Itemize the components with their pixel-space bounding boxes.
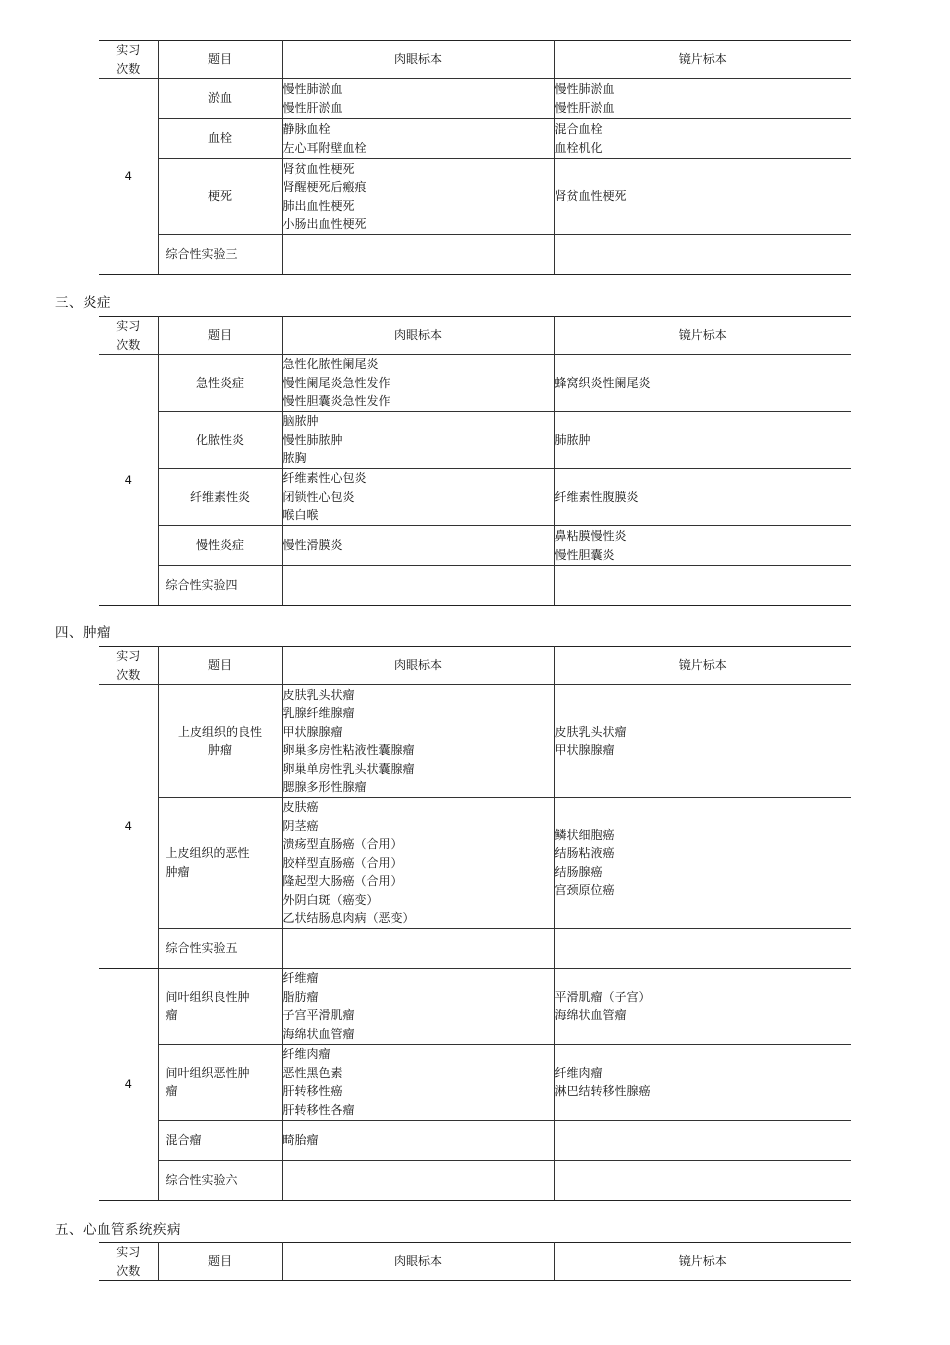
topic-cell: 化脓性炎	[158, 412, 282, 469]
gross-item: 脑脓肿	[282, 414, 319, 429]
header-count-line1: 实习	[116, 1245, 141, 1259]
micro-item: 淋巴结转移性腺癌	[554, 1084, 651, 1098]
micro-item: 宫颈原位癌	[554, 883, 615, 898]
gross-cell	[282, 1120, 554, 1160]
gross-cell	[282, 159, 554, 235]
gross-item: 肾醒梗死后瘢痕	[282, 180, 367, 194]
micro-item: 慢性肺淤血	[554, 82, 615, 96]
header-gross: 肉眼标本	[282, 41, 554, 79]
gross-cell	[282, 119, 554, 159]
micro-item: 鳞状细胞癌	[554, 827, 615, 842]
header-micro: 镜片标本	[554, 41, 851, 79]
gross-cell	[282, 235, 554, 275]
gross-item: 慢性肺脓肿	[282, 432, 343, 447]
topic-cell: 慢性炎症	[158, 526, 282, 566]
section-title-tumor: 四、肿瘤	[55, 625, 111, 641]
header-count-line2: 次数	[116, 337, 141, 352]
table-header-row	[99, 317, 851, 355]
micro-cell	[554, 526, 851, 566]
gross-item: 外阴白斑（癌变）	[282, 892, 379, 907]
gross-item: 皮肤癌	[282, 800, 319, 814]
micro-cell	[554, 566, 851, 606]
table-row	[99, 566, 851, 606]
header-count-line2: 次数	[116, 61, 141, 76]
table-row	[99, 119, 851, 159]
gross-item: 纤维瘤	[282, 971, 319, 985]
gross-item: 甲状腺腺瘤	[282, 724, 343, 739]
gross-cell	[282, 968, 554, 1044]
table-circulation	[99, 40, 851, 275]
micro-cell	[554, 1160, 851, 1200]
micro-item: 血栓机化	[554, 140, 603, 155]
topic-cell: 上皮组织的良性 肿瘤	[158, 685, 282, 798]
gross-item: 皮肤乳头状瘤	[282, 687, 355, 702]
table-row	[99, 235, 851, 275]
topic-cell: 纤维素性炎	[158, 469, 282, 526]
gross-cell	[282, 79, 554, 119]
micro-cell	[554, 798, 851, 929]
gross-item: 阴茎癌	[282, 818, 319, 833]
gross-cell	[282, 526, 554, 566]
table-row	[99, 968, 851, 1044]
header-micro: 镜片标本	[554, 647, 851, 685]
header-gross: 肉眼标本	[282, 647, 554, 685]
gross-item: 慢性滑膜炎	[282, 538, 343, 553]
gross-item: 肝转移性癌	[282, 1084, 343, 1098]
gross-item: 乳腺纤维腺瘤	[282, 706, 355, 720]
gross-item: 海绵状血管瘤	[282, 1026, 355, 1041]
table-row	[99, 526, 851, 566]
micro-cell	[554, 235, 851, 275]
header-topic: 题目	[158, 1243, 282, 1281]
gross-item: 肾贫血性梗死	[282, 161, 355, 176]
micro-item: 肾贫血性梗死	[554, 189, 627, 204]
gross-item: 恶性黑色素	[282, 1065, 343, 1080]
micro-item: 混合血栓	[554, 122, 603, 136]
topic-cell: 上皮组织的恶性 肿瘤	[158, 798, 282, 929]
gross-item: 卵巢多房性粘液性囊腺瘤	[282, 743, 415, 757]
micro-item: 慢性胆囊炎	[554, 547, 615, 562]
gross-item: 脓胸	[282, 451, 307, 466]
gross-item: 左心耳附壁血栓	[282, 140, 367, 155]
header-topic: 题目	[158, 647, 282, 685]
header-count-line1: 实习	[116, 649, 141, 663]
header-micro: 镜片标本	[554, 317, 851, 355]
micro-cell	[554, 968, 851, 1044]
section-title-inflammation: 三、炎症	[55, 295, 111, 311]
session-count: 4	[99, 685, 158, 969]
micro-cell	[554, 79, 851, 119]
table-row	[99, 355, 851, 412]
gross-item: 闭锁性心包炎	[282, 489, 355, 504]
table-row	[99, 469, 851, 526]
topic-cell: 综合性实验三	[158, 235, 282, 275]
micro-item: 结肠腺癌	[554, 864, 603, 879]
gross-item: 乙状结肠息肉病（恶变）	[282, 911, 415, 925]
gross-cell	[282, 412, 554, 469]
micro-cell	[554, 928, 851, 968]
gross-item: 肺出血性梗死	[282, 198, 355, 213]
header-gross: 肉眼标本	[282, 1243, 554, 1281]
micro-cell	[554, 1120, 851, 1160]
gross-item: 卵巢单房性乳头状囊腺瘤	[282, 761, 415, 776]
table-tumor	[99, 646, 851, 1201]
session-count: 4	[99, 355, 158, 606]
gross-item: 喉白喉	[282, 508, 319, 523]
gross-item: 纤维素性心包炎	[282, 471, 367, 486]
session-count: 4	[99, 79, 158, 275]
gross-cell	[282, 355, 554, 412]
gross-item: 慢性肝淤血	[282, 100, 343, 115]
topic-cell: 综合性实验六	[158, 1160, 282, 1200]
gross-item: 小肠出血性梗死	[282, 217, 367, 231]
header-count-line1: 实习	[116, 319, 141, 333]
table-row	[99, 1160, 851, 1200]
gross-item: 慢性阑尾炎急性发作	[282, 375, 391, 390]
micro-item: 鼻粘膜慢性炎	[554, 529, 627, 543]
header-count	[99, 41, 158, 79]
header-topic: 题目	[158, 317, 282, 355]
topic-cell: 间叶组织恶性肿 瘤	[158, 1044, 282, 1120]
gross-item: 子宫平滑肌瘤	[282, 1008, 355, 1022]
gross-item: 肝转移性各瘤	[282, 1102, 355, 1117]
topic-cell: 梗死	[158, 159, 282, 235]
topic-cell: 血栓	[158, 119, 282, 159]
table-row	[99, 685, 851, 798]
micro-cell	[554, 1044, 851, 1120]
gross-item: 胶样型直肠癌（合用）	[282, 855, 403, 870]
micro-item: 皮肤乳头状瘤	[554, 724, 627, 739]
section-title-cardiovascular: 五、心血管系统疾病	[55, 1222, 181, 1238]
topic-cell: 综合性实验四	[158, 566, 282, 606]
gross-cell	[282, 1160, 554, 1200]
gross-cell	[282, 1044, 554, 1120]
table-cardiovascular	[99, 1242, 851, 1281]
table-row	[99, 798, 851, 929]
gross-item: 纤维肉瘤	[282, 1047, 331, 1061]
gross-cell	[282, 798, 554, 929]
gross-item: 急性化脓性阑尾炎	[282, 357, 379, 372]
header-count	[99, 317, 158, 355]
table-row	[99, 1044, 851, 1120]
gross-cell	[282, 685, 554, 798]
micro-cell	[554, 159, 851, 235]
micro-item: 纤维素性腹膜炎	[554, 489, 639, 504]
table-header-row	[99, 647, 851, 685]
table-inflammation	[99, 316, 851, 606]
micro-cell	[554, 355, 851, 412]
table-row	[99, 1120, 851, 1160]
session-count: 4	[99, 968, 158, 1200]
gross-cell	[282, 469, 554, 526]
header-count-line2: 次数	[116, 1263, 141, 1278]
micro-item: 海绵状血管瘤	[554, 1008, 627, 1022]
gross-item: 慢性胆囊炎急性发作	[282, 394, 391, 409]
header-count-line1: 实习	[116, 43, 141, 57]
micro-cell	[554, 119, 851, 159]
topic-cell: 间叶组织良性肿 瘤	[158, 968, 282, 1044]
gross-cell	[282, 928, 554, 968]
micro-cell	[554, 685, 851, 798]
table-row	[99, 79, 851, 119]
gross-cell	[282, 566, 554, 606]
topic-cell: 混合瘤	[158, 1120, 282, 1160]
header-topic: 题目	[158, 41, 282, 79]
topic-cell: 淤血	[158, 79, 282, 119]
micro-item: 甲状腺腺瘤	[554, 743, 615, 757]
gross-item: 脂肪瘤	[282, 989, 319, 1004]
micro-item: 肺脓肿	[554, 432, 591, 447]
header-count	[99, 647, 158, 685]
gross-item: 溃疡型直肠癌（合用）	[282, 837, 403, 851]
micro-item: 纤维肉瘤	[554, 1065, 603, 1080]
table-row	[99, 159, 851, 235]
gross-item: 静脉血栓	[282, 122, 331, 136]
topic-cell: 急性炎症	[158, 355, 282, 412]
header-gross: 肉眼标本	[282, 317, 554, 355]
header-count	[99, 1243, 158, 1281]
micro-item: 平滑肌瘤（子宫）	[554, 989, 651, 1004]
header-count-line2: 次数	[116, 667, 141, 682]
table-header-row	[99, 1243, 851, 1281]
gross-item: 慢性肺淤血	[282, 82, 343, 96]
gross-item: 腮腺多形性腺瘤	[282, 780, 367, 794]
topic-cell: 综合性实验五	[158, 928, 282, 968]
micro-item: 慢性肝淤血	[554, 100, 615, 115]
micro-cell	[554, 412, 851, 469]
micro-item: 结肠粘液癌	[554, 846, 615, 861]
micro-cell	[554, 469, 851, 526]
gross-item: 畸胎瘤	[282, 1132, 319, 1147]
table-header-row	[99, 41, 851, 79]
gross-item: 隆起型大肠癌（合用）	[282, 874, 403, 888]
micro-item: 蜂窝织炎性阑尾炎	[554, 375, 651, 390]
table-row	[99, 928, 851, 968]
header-micro: 镜片标本	[554, 1243, 851, 1281]
table-row	[99, 412, 851, 469]
